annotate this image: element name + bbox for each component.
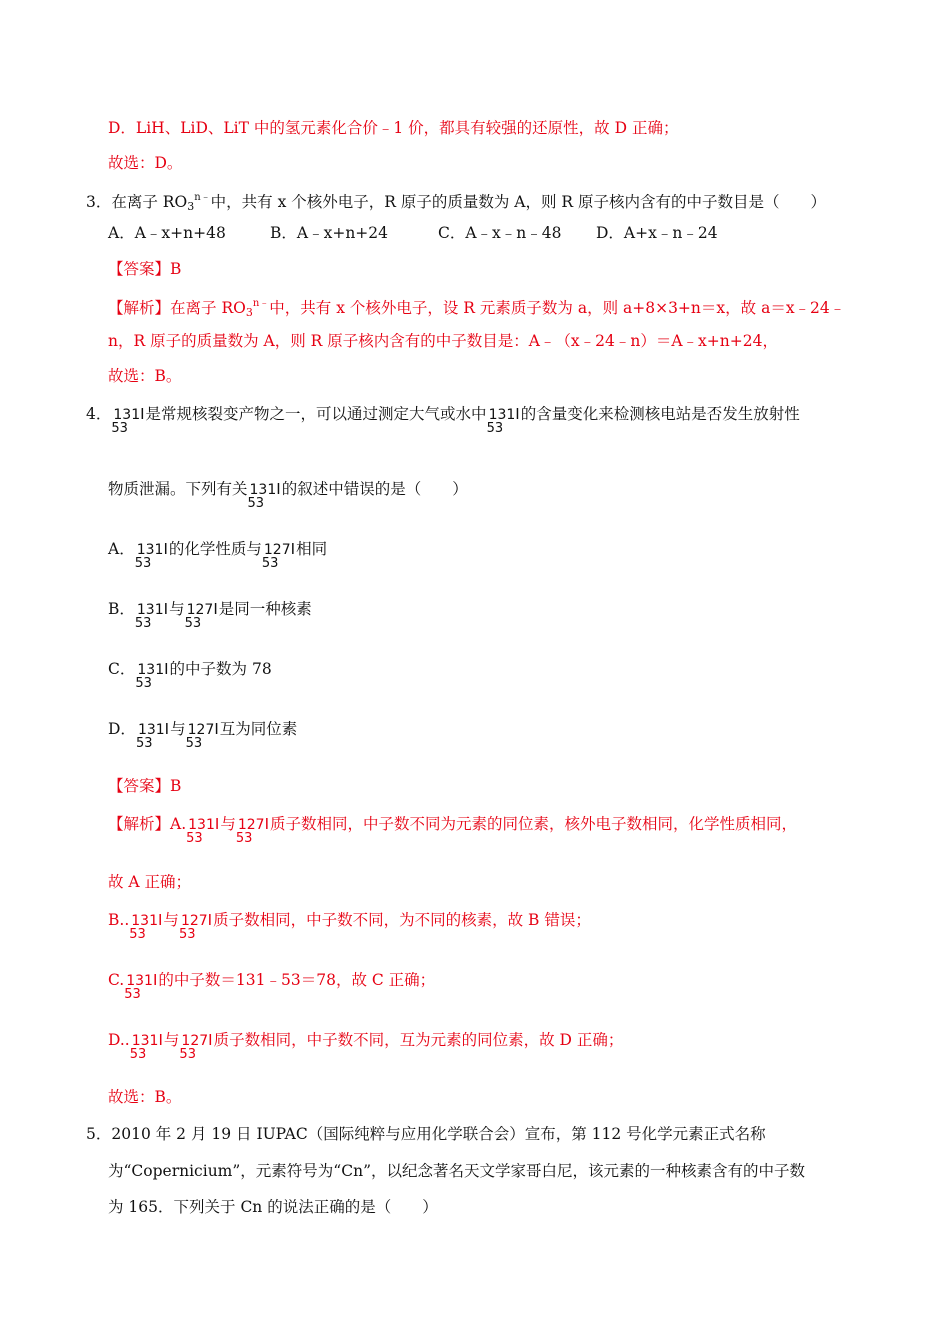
atomic-number: 53 — [179, 1047, 196, 1062]
element-symbol: I — [290, 540, 296, 558]
q4-option-b-label: B． — [108, 600, 135, 618]
q4-option-a-text: 的化学性质与 — [168, 540, 262, 558]
q4-answer: 【答案】B — [108, 777, 182, 795]
element-symbol: I — [157, 911, 163, 929]
isotope-i127 — [261, 539, 296, 571]
element-symbol: I — [214, 815, 220, 833]
isotope-i127 — [235, 814, 270, 846]
q4-conclusion: 故选：B。 — [108, 1088, 182, 1106]
isotope-i131 — [134, 539, 169, 571]
q4-option-d-text: 与 — [170, 720, 186, 738]
q5-stem-line1 — [86, 1124, 766, 1144]
q4-option-d-tail: 互为同位素 — [219, 720, 298, 738]
q4-option-a-label: A． — [108, 540, 135, 558]
mass-number: 127 — [187, 722, 215, 738]
q4-option-a — [108, 539, 328, 571]
isotope-i131 — [247, 479, 282, 511]
atomic-number: 53 — [184, 616, 202, 631]
q4-analysis-a-tail: 质子数相同，中子数不同为元素的同位素，核外电子数相同，化学性质相同， — [270, 815, 798, 833]
element-symbol: I — [163, 540, 168, 558]
isotope-i131 — [134, 599, 169, 631]
q2-option-d: D．LiH、LiD、LiT 中的氢元素化合价﹣1 价，都具有较强的还原性，故 D 正确； — [108, 119, 679, 137]
mass-number: 127 — [181, 1033, 209, 1049]
q3-analysis-a: 在离子 RO — [170, 299, 246, 317]
element-symbol: I — [207, 911, 213, 929]
mass-number: 127 — [180, 913, 208, 929]
q3-analysis-sup: n﹣ — [252, 298, 270, 309]
mass-number: 127 — [186, 602, 214, 618]
q4-analysis-b-label: B.. — [108, 911, 130, 929]
element-symbol: I — [163, 600, 169, 618]
q4-analysis-d-label: D.. — [108, 1031, 130, 1049]
element-symbol: I — [158, 1031, 163, 1049]
atomic-number: 53 — [124, 987, 141, 1002]
q3-conclusion: 故选：B。 — [108, 367, 182, 385]
element-symbol: I — [214, 720, 219, 738]
atomic-number: 53 — [129, 1047, 147, 1062]
element-symbol: I — [276, 480, 281, 498]
q4-stem2-b: 的叙述中错误的是（ ） — [281, 480, 468, 498]
q4-analysis-b-mid: 与 — [163, 911, 179, 929]
element-symbol: I — [213, 600, 218, 618]
q5-number: 5． — [86, 1125, 112, 1143]
q4-analysis-c-label: C. — [108, 971, 125, 989]
q4-option-c-tail: 的中子数为 78 — [169, 660, 272, 678]
mass-number: 131 — [137, 722, 165, 738]
q5-line3: 为 165．下列关于 Cn 的说法正确的是（ ） — [108, 1198, 438, 1216]
q4-number: 4． — [86, 405, 112, 423]
atomic-number: 53 — [261, 556, 279, 571]
mass-number: 127 — [263, 542, 291, 558]
q3-option-d: D．A+x﹣n﹣24 — [596, 224, 718, 242]
q3-number: 3． — [86, 193, 112, 211]
q4-stem2-a: 物质泄漏。下列有关 — [108, 480, 248, 498]
element-symbol: I — [140, 405, 145, 423]
q4-analysis-a-line2: 故 A 正确； — [108, 873, 192, 891]
q3-option-c: C．A﹣x﹣n﹣48 — [438, 224, 562, 242]
mass-number: 131 — [136, 602, 164, 618]
isotope-i131 — [124, 970, 158, 1002]
isotope-i131 — [111, 404, 145, 436]
mass-number: 131 — [131, 913, 158, 929]
q4-analysis-tag: 【解析】 — [108, 815, 171, 833]
mass-number: 131 — [131, 1033, 159, 1049]
q4-analysis-d-tail: 质子数相同，中子数不同，互为元素的同位素，故 D 正确； — [213, 1031, 624, 1049]
q3-analysis-b: 中，共有 x 个核外电子，设 R 元素质子数为 a，则 a+8×3+n＝x，故 a＝x﹣24﹣ — [269, 299, 846, 317]
q3-analysis-tag: 【解析】 — [108, 299, 171, 317]
atomic-number: 53 — [134, 616, 152, 631]
q4-option-b-text: 与 — [169, 600, 185, 618]
q3-stem-sup: n﹣ — [194, 192, 211, 203]
atomic-number: 53 — [235, 831, 253, 846]
q4-analysis-a-mid: 与 — [220, 815, 236, 833]
isotope-i131 — [486, 404, 521, 436]
mass-number: 131 — [113, 407, 141, 423]
element-symbol: I — [152, 971, 158, 989]
q4-option-d-label: D． — [108, 720, 136, 738]
atomic-number: 53 — [135, 676, 152, 691]
q4-analysis-b — [108, 910, 591, 942]
q4-analysis-c — [108, 970, 436, 1002]
q3-option-a: A．A﹣x+n+48 — [108, 224, 226, 242]
mass-number: 131 — [188, 817, 215, 833]
q4-option-c-label: C． — [108, 660, 136, 678]
atomic-number: 53 — [247, 496, 265, 511]
q4-stem-a: 是常规核裂变产物之一，可以通过测定大气或水中 — [145, 405, 487, 423]
q4-analysis-c-tail: 的中子数＝131﹣53＝78，故 C 正确； — [158, 971, 436, 989]
isotope-i127 — [185, 719, 220, 751]
q4-analysis-a-label: A. — [170, 815, 187, 833]
element-symbol: I — [264, 815, 269, 833]
isotope-i127 — [184, 599, 219, 631]
isotope-i131 — [129, 910, 163, 942]
q4-option-b — [108, 599, 312, 631]
q3-analysis-line2: n，R 原子的质量数为 A，则 R 原子核内含有的中子数目是：A﹣（x﹣24﹣n）＝A﹣x+n+24， — [108, 332, 778, 350]
q4-option-b-tail: 是同一种核素 — [218, 600, 312, 618]
isotope-i127 — [179, 1030, 213, 1062]
q3-options — [0, 223, 950, 243]
atomic-number: 53 — [486, 421, 504, 436]
element-symbol: I — [164, 660, 169, 678]
isotope-i127 — [178, 910, 213, 942]
atomic-number: 53 — [185, 736, 203, 751]
q3-stem — [86, 188, 826, 217]
q3-stem-a: 在离子 RO — [111, 193, 188, 211]
q4-analysis-d-mid: 与 — [163, 1031, 180, 1049]
mass-number: 131 — [136, 542, 164, 558]
atomic-number: 53 — [111, 421, 128, 436]
q4-analysis-b-tail: 质子数相同，中子数不同，为不同的核素，故 B 错误； — [213, 911, 591, 929]
q3-answer: 【答案】B — [108, 260, 182, 278]
mass-number: 131 — [249, 482, 277, 498]
element-symbol: I — [164, 720, 170, 738]
atomic-number: 53 — [178, 927, 196, 942]
mass-number: 131 — [126, 973, 153, 989]
mass-number: 131 — [137, 662, 165, 678]
q4-option-c — [108, 659, 272, 691]
mass-number: 127 — [237, 817, 265, 833]
q4-analysis-d — [108, 1030, 624, 1062]
element-symbol: I — [515, 405, 520, 423]
atomic-number: 53 — [129, 927, 146, 942]
q4-stem-line2 — [108, 479, 468, 511]
atomic-number: 53 — [186, 831, 203, 846]
atomic-number: 53 — [135, 736, 153, 751]
element-symbol: I — [208, 1031, 213, 1049]
q4-option-a-tail: 相同 — [296, 540, 328, 558]
isotope-i131 — [186, 814, 220, 846]
q3-analysis — [108, 294, 845, 323]
q3-option-b: B．A﹣x+n+24 — [270, 224, 389, 242]
q5-line2: 为“Copernicium”，元素符号为“Cn”，以纪念著名天文学家哥白尼，该元素的一种核素含有的中子数 — [108, 1162, 805, 1180]
q2-conclusion: 故选：D。 — [108, 154, 183, 172]
q4-stem — [86, 404, 800, 436]
q4-option-d — [108, 719, 298, 751]
isotope-i131 — [135, 719, 170, 751]
q5-line1: 2010 年 2 月 19 日 IUPAC（国际纯粹与应用化学联合会）宣布，第 112 号化学元素正式名称 — [111, 1125, 766, 1143]
atomic-number: 53 — [134, 556, 152, 571]
mass-number: 131 — [488, 407, 516, 423]
isotope-i131 — [129, 1030, 164, 1062]
q4-stem-b: 的含量变化来检测核电站是否发生放射性 — [520, 405, 800, 423]
q4-analysis-a — [108, 814, 798, 846]
isotope-i131 — [135, 659, 169, 691]
q3-stem-sub: 3 — [187, 200, 195, 213]
q3-stem-b: 中，共有 x 个核外电子，R 原子的质量数为 A，则 R 原子核内含有的中子数目是（ ） — [210, 193, 826, 211]
q3-analysis-sub: 3 — [245, 306, 253, 319]
